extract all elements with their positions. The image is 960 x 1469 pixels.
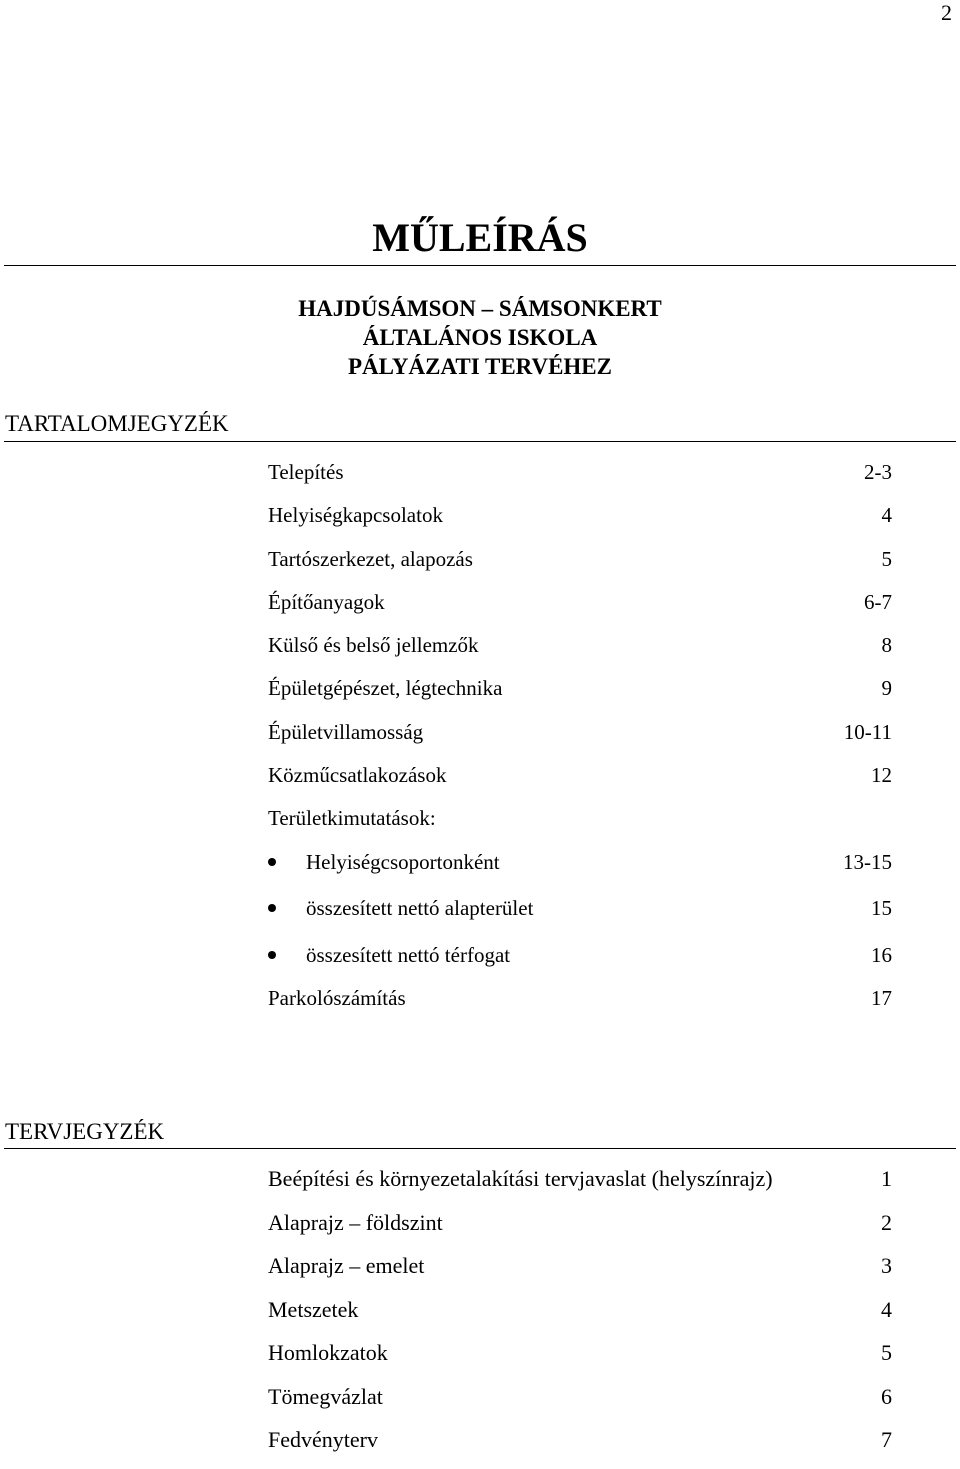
list-item: [268, 983, 892, 1026]
drawings-list: [268, 1164, 892, 1469]
item-page: 2-3: [864, 460, 892, 484]
item-label: Beépítési és környezetalakítási tervjavaslat (helyszínrajz): [268, 1166, 773, 1191]
list-item: [268, 1251, 892, 1295]
item-label: Tartószerkezet, alapozás: [268, 546, 473, 571]
subtitle-line: ÁLTALÁNOS ISKOLA: [362, 325, 598, 350]
item-label: Alaprajz – földszint: [268, 1209, 443, 1235]
list-item: [268, 457, 892, 500]
item-page: 3: [881, 1253, 892, 1278]
item-label: összesített nettó alapterület: [306, 896, 534, 921]
list-item: [268, 673, 892, 716]
item-label: Homlokzatok: [268, 1340, 388, 1365]
item-label: Tömegvázlat: [268, 1383, 383, 1409]
title-divider: [4, 265, 956, 266]
item-page: 6-7: [864, 589, 892, 614]
list-item: [268, 1338, 892, 1382]
item-page: 7: [881, 1427, 892, 1452]
item-page: 5: [881, 546, 892, 571]
list-item: [268, 544, 892, 587]
item-label: Alaprajz – emelet: [268, 1253, 425, 1278]
item-page: 8: [881, 633, 892, 658]
list-item: [268, 500, 892, 543]
item-label: Parkolószámítás: [268, 985, 406, 1010]
item-page: 1: [881, 1166, 892, 1191]
item-page: 9: [881, 676, 892, 701]
item-page: 10-11: [843, 719, 892, 744]
item-page: 2: [881, 1209, 892, 1235]
list-item: [268, 1425, 892, 1469]
subtitle-line: PÁLYÁZATI TERVÉHEZ: [348, 354, 612, 379]
list-item: [268, 587, 892, 630]
item-page: 13-15: [843, 849, 892, 874]
document-title: MŰLEÍRÁS: [372, 215, 588, 260]
item-label: összesített nettó térfogat: [306, 942, 511, 967]
page-number: 2: [941, 0, 952, 25]
list-item: [268, 803, 892, 846]
item-page: 4: [881, 503, 892, 528]
item-page: 17: [871, 985, 892, 1010]
item-page: 5: [881, 1340, 892, 1365]
contents-divider: [4, 441, 956, 442]
subtitle-line: HAJDÚSÁMSON – SÁMSONKERT: [298, 296, 662, 321]
list-item: [268, 760, 892, 803]
item-label: Helyiségcsoportonként: [306, 849, 500, 874]
item-page: 15: [871, 896, 892, 921]
bullet-icon: [268, 904, 276, 912]
list-item: [268, 1295, 892, 1339]
item-label: Épületvillamosság: [268, 719, 424, 744]
item-label: Metszetek: [268, 1296, 359, 1322]
contents-list: [268, 457, 892, 1026]
item-page: 4: [881, 1296, 892, 1322]
list-item: [268, 1208, 892, 1252]
list-item: [268, 1382, 892, 1426]
list-item: [268, 847, 892, 894]
list-item: [268, 717, 892, 760]
item-page: 12: [871, 763, 892, 788]
bullet-icon: [268, 951, 276, 959]
list-item: [268, 940, 892, 983]
list-item: [268, 893, 892, 940]
item-label: Külső és belső jellemzők: [268, 633, 479, 658]
drawings-divider: [4, 1148, 956, 1149]
item-label: Épületgépészet, légtechnika: [268, 676, 503, 701]
drawings-heading: TERVJEGYZÉK: [5, 1119, 165, 1144]
item-label: Fedvényterv: [268, 1427, 378, 1452]
document-subtitle: [0, 294, 960, 381]
list-item: [268, 1164, 892, 1208]
item-label: Közműcsatlakozások: [268, 763, 447, 788]
item-page: 16: [871, 942, 892, 967]
item-label: Területkimutatások:: [268, 806, 436, 831]
item-label: Építőanyagok: [268, 589, 385, 614]
list-item: [268, 630, 892, 673]
item-page: 6: [881, 1383, 892, 1409]
contents-heading: TARTALOMJEGYZÉK: [5, 411, 229, 436]
item-label: Telepítés: [268, 460, 344, 484]
item-label: Helyiségkapcsolatok: [268, 503, 443, 528]
bullet-icon: [268, 858, 276, 866]
